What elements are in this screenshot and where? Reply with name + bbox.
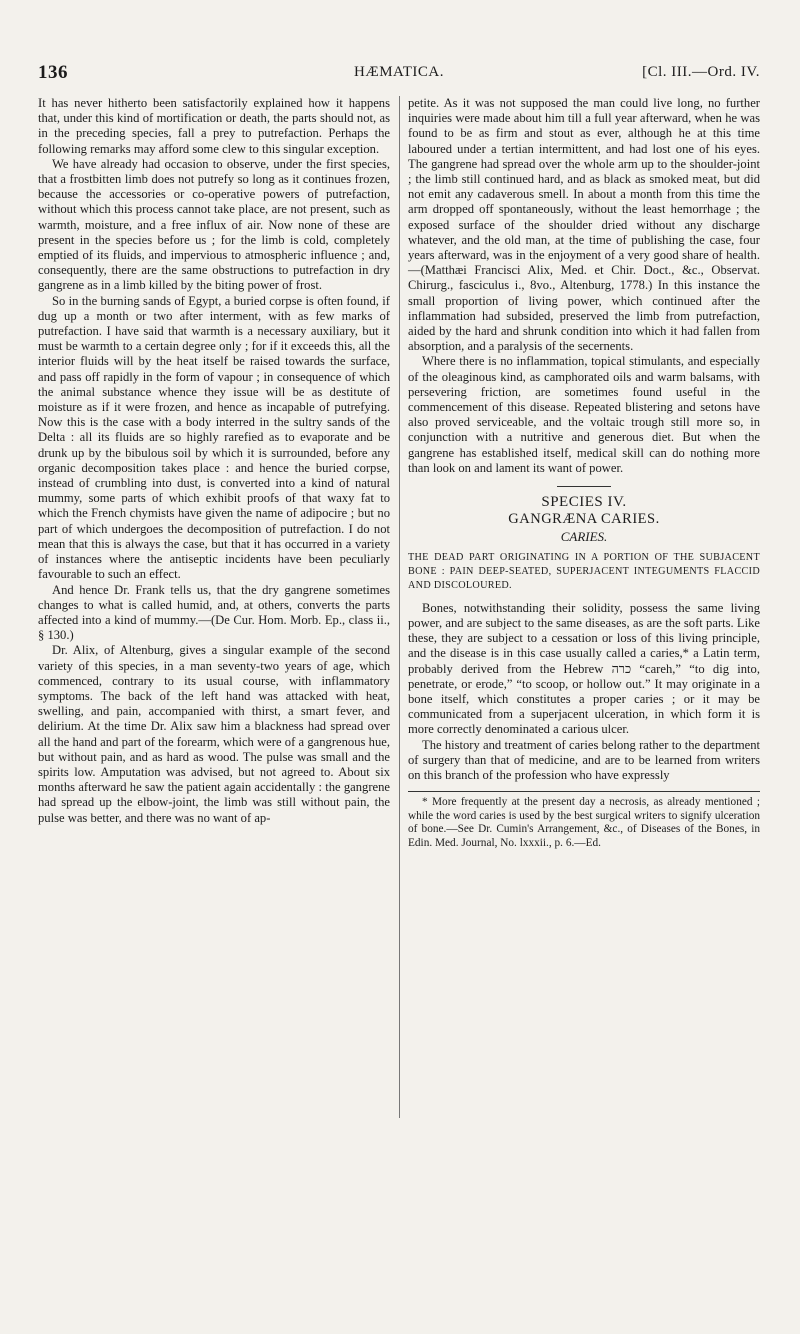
running-header <box>38 62 760 88</box>
running-title: HÆMATICA. <box>354 64 444 80</box>
paragraph: petite. As it was not supposed the man could live long, no further inquiries were made about him till a full year afterward, when he was found to be as firm and stout as ever, although he at this time laboured under a tertian intermittent, and had lost one of his eyes. The gangrene had spread over the whole arm up to the shoulder-joint ; the limb still continued hard, and as black as smoked meat, but did not emit any cadaverous smell. In about a month from this time the arm dropped off spontaneously, without the least hemorrhage ; the exposed surface of the shoulder dried without any discharge whatever, and the old man, at the time of publishing the case, four years afterward, was in the enjoyment of a very good share of health.—(Matthæi Francisci Alix, Med. et Chir. Doct., &c., Observat. Chirurg., fasciculus i., 8vo., Altenburg, 1778.) In this instance the small proportion of living power, which continued after the inflammation had subsided, preserved the limb from putrefaction, aided by the hard and shrunk condition into which it had fallen from absorption, and a paralysis of the secernents. <box>408 96 760 354</box>
paragraph: Where there is no inflammation, topical stimulants, and especially of the oleaginous kind, as camphorated oils and warm balsams, with persevering friction, are sometimes found useful in the commencement of this disease. Repeated blistering and setons have also proved serviceable, and the voltaic trough still more so, in conjunction with a nutritive and generous diet. But when the gangrene has established itself, medical skill can do nothing more than look on and lament its want of power. <box>408 354 760 475</box>
footnote: * More frequently at the present day a necrosis, as already mentioned ; while the word caries is used by the best surgical writers to signify ulceration of bone.—See Dr. Cumin's Arrangement, &c., of Diseases of the Bones, in Edin. Med. Journal, No. lxxxii., p. 6.—Ed. <box>408 796 760 849</box>
paragraph: So in the burning sands of Egypt, a buried corpse is often found, if dug up a month or two after interment, with as few marks of putrefaction. I have said that warmth is a necessary auxiliary, but it must be warmth to a certain degree only ; for if it exceeds this, all the interior fluids will by the heat itself be raised towards the surface, and pass off rapidly in the form of vapour ; in consequence of which the animal substance whence they issue will be as destitute of moisture as if it were frozen, and hence as incapable of putrefying. Now this is the case with a body interred in the sultry sands of the Delta : all its fluids are so highly rarefied as to evaporate and be drunk up by the bibulous soil by which it is surrounded, before any organic decomposition takes place : and hence the buried corpse, instead of crumbling into dust, is converted into a kind of natural mummy, some parts of which exhibit proofs of that waxy fat to which the French chymists have given the name of adipocire ; but no part of which undergoes the decomposition of putrefaction. I do not mean that this is always the case, but that it has occurred in a variety of instances where the antiseptic incidents have been peculiarly favourable to such an effect. <box>38 293 390 582</box>
species-definition: THE DEAD PART ORIGINATING IN A PORTION OF THE SUBJACENT BONE : PAIN DEEP-SEATED, SUPERJACENT INTEGUMENTS FLACCID AND DISCOLOURED. <box>408 551 760 591</box>
species-heading: SPECIES IV. <box>541 494 627 511</box>
paragraph: The history and treatment of caries belong rather to the department of surgery than that of medicine, and are to be learned from writers on this branch of the profession who have expressly <box>408 737 760 782</box>
paragraph: Dr. Alix, of Altenburg, gives a singular example of the second variety of this species, in a man seventy-two years of age, which commenced, contrary to its usual course, with inflammatory symptoms. The back of the left hand was attacked with heat, swelling, and pain, accompanied with thirst, a smart fever, and delirium. At the time Dr. Alix saw him a blackness had spread over all the hand and part of the forearm, which were of a gangrenous hue, but without pain, and as hard as wood. The pulse was small and the spirits low. Amputation was advised, but not agreed to. About six months afterward he saw the patient again accidentally : the gangrene had spread up the elbow-joint, the limb was still without pain, the pulse was better, and there was no want of ap- <box>38 643 390 825</box>
class-order-label: [Cl. III.—Ord. IV. <box>642 64 760 80</box>
species-name: GANGRÆNA CARIES. <box>508 511 660 528</box>
paragraph: And hence Dr. Frank tells us, that the dry gangrene sometimes changes to what is called humid, and, at others, converts the parts affected into a kind of mummy.—(De Cur. Hom. Morb. Ep., class ii., § 130.) <box>38 582 390 643</box>
footnote-rule <box>408 791 760 792</box>
paragraph: Bones, notwithstanding their solidity, possess the same living power, and are subject to the same diseases, as are the soft parts. Like these, they are subject to a cessation or loss of this living principle, and the disease is in this case usually called a caries,* a Latin term, probably derived from the Hebrew כרה “careh,” “to dig into, penetrate, or erode,” “to scoop, or hollow out.” It may originate in a bone itself, which constitutes a proper caries ; or it may be communicated from a superjacent ulceration, in which form it is more correctly denominated a carious ulcer. <box>408 600 761 737</box>
left-column <box>38 96 390 826</box>
paragraph: We have already had occasion to observe, under the first species, that a frostbitten limb does not putrefy so long as it continues frozen, because the accessories or co-operative powers of putrefaction, without which this process cannot take place, are not present, such as warmth, moisture, and a free influx of air. Now none of these are present in the species before us ; for the limb is cold, completely emptied of its fluids, and impervious to atmospheric influence ; and, consequently, there are the same obstructions to putrefaction in dry gangrene as in a limb killed by the biting power of frost. <box>38 156 390 293</box>
paragraph: It has never hitherto been satisfactorily explained how it happens that, under this kind of mortification or death, the parts should not, as in the preceding species, fall a prey to putrefaction. Perhaps the following remarks may afford some clew to this singular exception. <box>38 96 390 156</box>
page-number: 136 <box>38 62 68 83</box>
column-divider <box>399 96 400 1118</box>
right-column <box>408 96 760 851</box>
section-rule <box>557 486 611 487</box>
book-page <box>38 62 760 1322</box>
species-latin-name: CARIES. <box>560 529 608 545</box>
